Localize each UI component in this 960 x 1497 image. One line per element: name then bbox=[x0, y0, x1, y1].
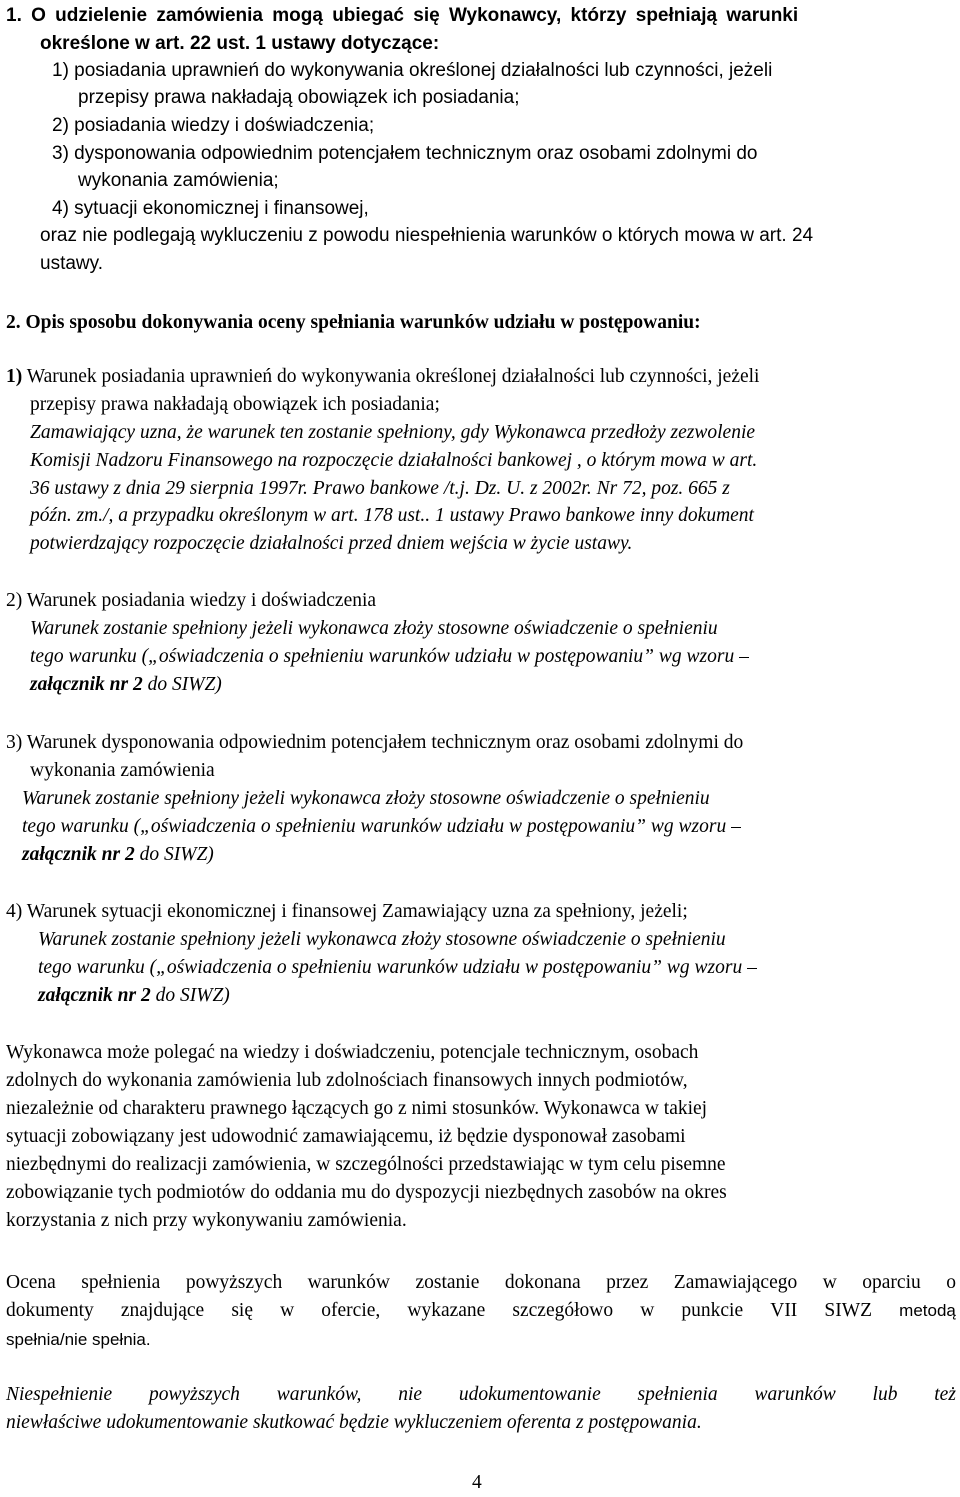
attachment-rest: do SIWZ) bbox=[150, 985, 230, 1006]
word: w bbox=[822, 1272, 837, 1293]
word: spełnienia bbox=[637, 1384, 718, 1405]
reliance-paragraph-line-4: sytuacji zobowiązany jest udowodnić zamawiającemu, iż będzie dysponował zasobami bbox=[6, 1126, 686, 1147]
word: Ocena bbox=[6, 1272, 56, 1293]
requirement-3-line-2: wykonania zamówienia; bbox=[78, 170, 279, 191]
condition-2-heading: 2) Warunek posiadania wiedzy i doświadczenia bbox=[6, 590, 377, 611]
word: udokumentowanie bbox=[458, 1384, 601, 1405]
page-number: 4 bbox=[472, 1472, 482, 1493]
condition-2-attachment bbox=[30, 672, 222, 698]
attachment-ref: załącznik nr 2 bbox=[30, 674, 143, 695]
attachment-ref: załącznik nr 2 bbox=[38, 985, 151, 1006]
word: Niespełnienie bbox=[6, 1384, 113, 1405]
word: w bbox=[640, 1300, 655, 1321]
condition-3-attachment bbox=[22, 842, 214, 868]
condition-3-body-line-2: tego warunku („oświadczenia o spełnieniu warunków udziału w postępowaniu” wg wzoru – bbox=[22, 816, 741, 837]
word: się bbox=[231, 1300, 253, 1321]
reliance-paragraph-line-3: niezależnie od charakteru prawnego łączących go z nimi stosunków. Wykonawca w takiej bbox=[6, 1098, 708, 1119]
exclusion-clause-line-1: oraz nie podlegają wykluczeniu z powodu niespełnienia warunków o których mowa w art. 24 bbox=[40, 225, 814, 246]
attachment-ref: załącznik nr 2 bbox=[22, 844, 135, 865]
word: SIWZ bbox=[824, 1300, 873, 1321]
exclusion-clause-line-2: ustawy. bbox=[40, 253, 104, 274]
reliance-paragraph-line-5: niezbędnymi do realizacji zamówienia, w szczególności przedstawiając w tym celu pisemne bbox=[6, 1154, 726, 1175]
condition-1-heading-text: Warunek posiadania uprawnień do wykonywania określonej działalności lub czynności, jeżeli bbox=[22, 366, 760, 387]
condition-2-body-line-1: Warunek zostanie spełniony jeżeli wykonawca złoży stosowne oświadczenie o spełnieniu bbox=[30, 618, 718, 639]
word: warunków bbox=[754, 1384, 836, 1405]
condition-1-body-line-5: potwierdzający rozpoczęcie działalności przed dniem wejścia w życie ustawy. bbox=[30, 533, 633, 554]
condition-1-body-line-3: 36 ustawy z dnia 29 sierpnia 1997r. Prawo bankowe /t.j. Dz. U. z 2002r. Nr 72, poz. 665 z bbox=[30, 478, 730, 499]
condition-2-body-line-2: tego warunku („oświadczenia o spełnieniu warunków udziału w postępowaniu” wg wzoru – bbox=[30, 646, 749, 667]
assessment-paragraph-line-2 bbox=[6, 1298, 956, 1324]
word: powyższych bbox=[148, 1384, 240, 1405]
word: znajdujące bbox=[120, 1300, 205, 1321]
word: ofercie, bbox=[321, 1300, 381, 1321]
condition-3-body-line-1: Warunek zostanie spełniony jeżeli wykonawca złoży stosowne oświadczenie o spełnieniu bbox=[22, 788, 710, 809]
word: warunków, bbox=[276, 1384, 362, 1405]
word: wykazane bbox=[407, 1300, 486, 1321]
assessment-paragraph-line-3: spełnia/nie spełnia. bbox=[6, 1330, 151, 1349]
word: dokumenty bbox=[6, 1300, 94, 1321]
exclusion-paragraph-line-1 bbox=[6, 1382, 956, 1408]
word: punkcie bbox=[681, 1300, 744, 1321]
attachment-rest: do SIWZ) bbox=[142, 674, 222, 695]
condition-1-body-line-2: Komisji Nadzoru Finansowego na rozpoczęcie działalności bankowej , o którym mowa w art. bbox=[30, 450, 758, 471]
word: przez bbox=[606, 1272, 649, 1293]
word: Zamawiającego bbox=[673, 1272, 798, 1293]
requirement-1-line-1: 1) posiadania uprawnień do wykonywania określonej działalności lub czynności, jeżeli bbox=[52, 60, 773, 81]
word: spełnienia bbox=[81, 1272, 161, 1293]
section-2-title: 2. Opis sposobu dokonywania oceny spełniania warunków udziału w postępowaniu: bbox=[6, 312, 701, 333]
section-1-title-line-1 bbox=[6, 4, 958, 28]
section-1-title bbox=[6, 4, 958, 28]
word: szczegółowo bbox=[512, 1300, 614, 1321]
condition-4-heading: 4) Warunek sytuacji ekonomicznej i finansowej Zamawiający uzna za spełniony, jeżeli; bbox=[6, 901, 688, 922]
section-1-title-line-2: określone w art. 22 ust. 1 ustawy dotyczące: bbox=[40, 33, 440, 54]
condition-1-body-line-1: Zamawiający uzna, że warunek ten zostanie spełniony, gdy Wykonawca przedłoży zezwolenie bbox=[30, 422, 756, 443]
word: też bbox=[934, 1384, 956, 1405]
assessment-paragraph-line-1 bbox=[6, 1270, 956, 1296]
condition-4-body-line-2: tego warunku („oświadczenia o spełnieniu warunków udziału w postępowaniu” wg wzoru – bbox=[38, 957, 757, 978]
requirement-1-line-2: przepisy prawa nakładają obowiązek ich posiadania; bbox=[78, 87, 520, 108]
word: dokonana bbox=[504, 1272, 581, 1293]
condition-3-heading-line-1: 3) Warunek dysponowania odpowiednim potencjałem technicznym oraz osobami zdolnymi do bbox=[6, 732, 744, 753]
condition-1-heading-line-2: przepisy prawa nakładają obowiązek ich posiadania; bbox=[30, 394, 440, 415]
word: VII bbox=[770, 1300, 798, 1321]
word: powyższych bbox=[185, 1272, 283, 1293]
requirement-2: 2) posiadania wiedzy i doświadczenia; bbox=[52, 115, 375, 136]
word: metodą bbox=[899, 1301, 956, 1320]
condition-1-body-line-4: późn. zm./, a przypadku określonym w art. 178 ust.. 1 ustawy Prawo bankowe inny dokument bbox=[30, 505, 754, 526]
word: o bbox=[946, 1272, 956, 1293]
word: zostanie bbox=[415, 1272, 480, 1293]
condition-4-attachment bbox=[38, 983, 230, 1009]
word: lub bbox=[872, 1384, 898, 1405]
reliance-paragraph-line-1: Wykonawca może polegać na wiedzy i doświadczeniu, potencjale technicznym, osobach bbox=[6, 1042, 699, 1063]
attachment-rest: do SIWZ) bbox=[134, 844, 214, 865]
condition-1-heading-line-1 bbox=[6, 364, 759, 390]
word: w bbox=[280, 1300, 295, 1321]
condition-1-number: 1) bbox=[6, 366, 23, 387]
reliance-paragraph-line-6: zobowiązanie tych podmiotów do oddania mu do dyspozycji niezbędnych zasobów na okres bbox=[6, 1182, 727, 1203]
word: nie bbox=[398, 1384, 423, 1405]
condition-3-heading-line-2: wykonania zamówienia bbox=[30, 760, 215, 781]
condition-4-body-line-1: Warunek zostanie spełniony jeżeli wykonawca złoży stosowne oświadczenie o spełnieniu bbox=[38, 929, 726, 950]
word: warunków bbox=[307, 1272, 390, 1293]
requirement-3-line-1: 3) dysponowania odpowiednim potencjałem technicznym oraz osobami zdolnymi do bbox=[52, 143, 758, 164]
title-a: 1. O udzielenie zamówienia mogą ubiegać się Wykonawcy, którzy spełniają warunki bbox=[6, 5, 799, 26]
word: oparciu bbox=[862, 1272, 921, 1293]
requirement-4: 4) sytuacji ekonomicznej i finansowej, bbox=[52, 198, 369, 219]
reliance-paragraph-line-7: korzystania z nich przy wykonywaniu zamówienia. bbox=[6, 1210, 407, 1231]
exclusion-paragraph-line-2: niewłaściwe udokumentowanie skutkować będzie wykluczeniem oferenta z postępowania. bbox=[6, 1412, 702, 1433]
reliance-paragraph-line-2: zdolnych do wykonania zamówienia lub zdolnościach finansowych innych podmiotów, bbox=[6, 1070, 688, 1091]
